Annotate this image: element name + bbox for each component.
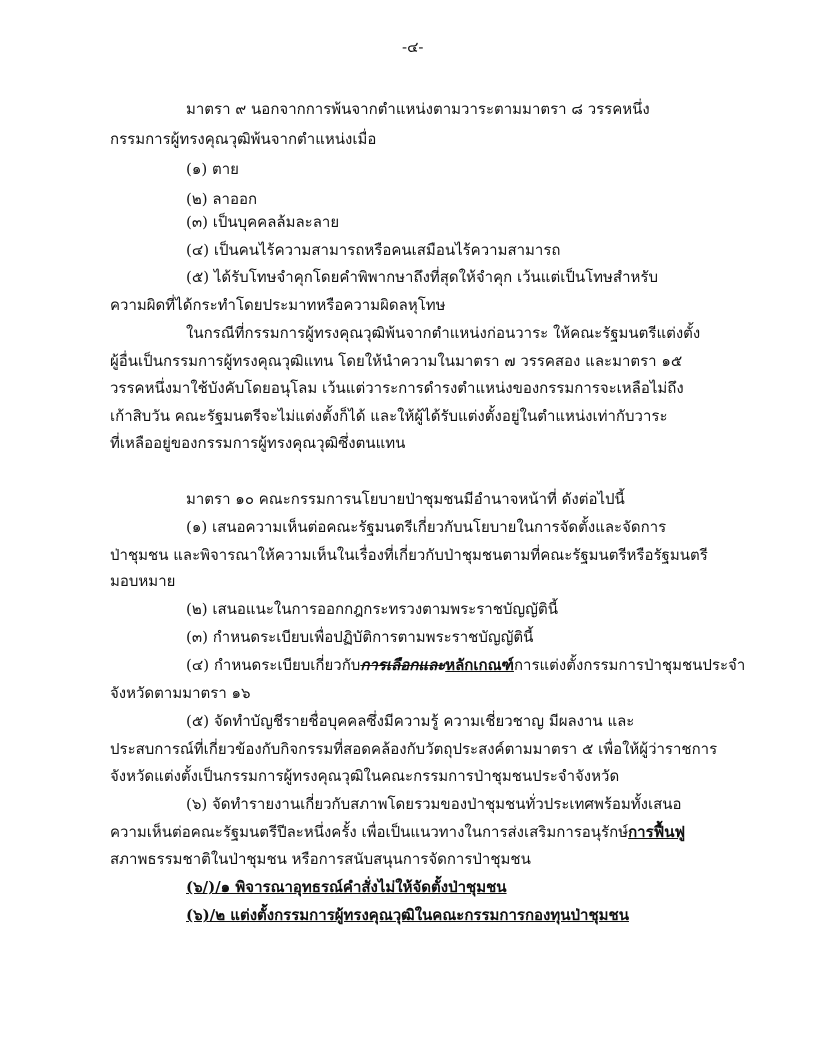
section9-item-5-cont: ความผิดที่ได้กระทำโดยประมาทหรือความผิดลหุโทษ: [110, 296, 446, 314]
section10-item-4-cont: จังหวัดตามมาตรา ๑๖: [110, 684, 251, 702]
page-number: -๔-: [402, 38, 424, 56]
section10-item-6-inserted: การฟื้นฟู: [628, 823, 686, 841]
section9-item-5: (๕) ได้รับโทษจำคุกโดยคำพิพากษาถึงที่สุดให้จำคุก เว้นแต่เป็นโทษสำหรับ: [186, 268, 658, 286]
section10-item-6-cont: [110, 821, 685, 843]
section10-item-2: (๒) เสนอแนะในการออกกฎกระทรวงตามพระราชบัญญัตินี้: [186, 600, 558, 618]
section9-item-2: (๒) ลาออก: [186, 190, 258, 208]
section9-item-1: (๑) ตาย: [186, 160, 239, 178]
section10-item-4-suffix: การแต่งตั้งกรรมการป่าชุมชนประจำ: [513, 656, 746, 674]
section10-item-6-1: (๖/)/๑ พิจารณาอุทธรณ์คำสั่งไม่ให้จัดตั้งป่าชุมชน: [186, 878, 507, 896]
section9-heading-cont: กรรมการผู้ทรงคุณวุฒิพ้นจากตำแหน่งเมื่อ: [110, 130, 377, 148]
section10-item-4: [186, 654, 745, 676]
section10-item-5-cont2: จังหวัดแต่งตั้งเป็นกรรมการผู้ทรงคุณวุฒิในคณะกรรมการป่าชุมชนประจำจังหวัด: [110, 767, 620, 785]
section10-item-4-deleted: การเลือกและ: [360, 656, 446, 674]
section10-item-1-cont: ป่าชุมชน และพิจารณาให้ความเห็นในเรื่องที่เกี่ยวกับป่าชุมชนตามที่คณะรัฐมนตรีหรือรัฐมนตรี: [110, 546, 708, 564]
section9-para-2: ผู้อื่นเป็นกรรมการผู้ทรงคุณวุฒิแทน โดยให้นำความในมาตรา ๗ วรรคสอง และมาตรา ๑๕: [110, 352, 683, 370]
section9-para-4: เก้าสิบวัน คณะรัฐมนตรีจะไม่แต่งตั้งก็ได้ และให้ผู้ได้รับแต่งตั้งอยู่ในตำแหน่งเท่ากับวาระ: [110, 407, 668, 425]
section10-item-4-inserted: หลักเกณฑ์: [445, 656, 514, 674]
section10-item-6: (๖) จัดทำรายงานเกี่ยวกับสภาพโดยรวมของป่าชุมชนทั่วประเทศพร้อมทั้งเสนอ: [186, 795, 682, 813]
section10-item-6-cont2: สภาพธรรมชาติในป่าชุมชน หรือการสนับสนุนการจัดการป่าชุมชน: [110, 850, 531, 868]
section10-heading: มาตรา ๑๐ คณะกรรมการนโยบายป่าชุมชนมีอำนาจหน้าที่ ดังต่อไปนี้: [186, 490, 625, 508]
section9-heading: มาตรา ๙ นอกจากการพ้นจากตำแหน่งตามวาระตามมาตรา ๘ วรรคหนึ่ง: [186, 100, 650, 118]
section10-item-5: (๕) จัดทำบัญชีรายชื่อบุคคลซึ่งมีความรู้ ความเชี่ยวชาญ มีผลงาน และ: [186, 712, 635, 730]
section9-item-4: (๔) เป็นคนไร้ความสามารถหรือคนเสมือนไร้ความสามารถ: [186, 241, 561, 259]
section10-item-1: (๑) เสนอความเห็นต่อคณะรัฐมนตรีเกี่ยวกับนโยบายในการจัดตั้งและจัดการ: [186, 518, 667, 536]
section10-item-5-cont: ประสบการณ์ที่เกี่ยวข้องกับกิจกรรมที่สอดคล้องกับวัตถุประสงค์ตามมาตรา ๕ เพื่อให้ผู้ว่าราชการ: [110, 740, 718, 758]
section10-item-6-2: (๖)/๒ แต่งตั้งกรรมการผู้ทรงคุณวุฒิในคณะกรรมการกองทุนป่าชุมชน: [186, 906, 629, 924]
section9-para-1: ในกรณีที่กรรมการผู้ทรงคุณวุฒิพ้นจากตำแหน่งก่อนวาระ ให้คณะรัฐมนตรีแต่งตั้ง: [186, 324, 701, 342]
section9-item-3: (๓) เป็นบุคคลล้มละลาย: [186, 213, 340, 231]
section10-item-6-text: ความเห็นต่อคณะรัฐมนตรีปีละหนึ่งครั้ง เพื่อเป็นแนวทางในการส่งเสริมการอนุรักษ์: [110, 823, 629, 841]
section10-item-1-cont2: มอบหมาย: [110, 572, 176, 590]
section9-para-5: ที่เหลืออยู่ของกรรมการผู้ทรงคุณวุฒิซึ่งตนแทน: [110, 434, 406, 452]
section10-item-4-prefix: (๔) กำหนดระเบียบเกี่ยวกับ: [186, 656, 361, 674]
section9-para-3: วรรคหนึ่งมาใช้บังคับโดยอนุโลม เว้นแต่วาระการดำรงตำแหน่งของกรรมการจะเหลือไม่ถึง: [110, 379, 684, 397]
section10-item-3: (๓) กำหนดระเบียบเพื่อปฏิบัติการตามพระราชบัญญัตินี้: [186, 628, 534, 646]
